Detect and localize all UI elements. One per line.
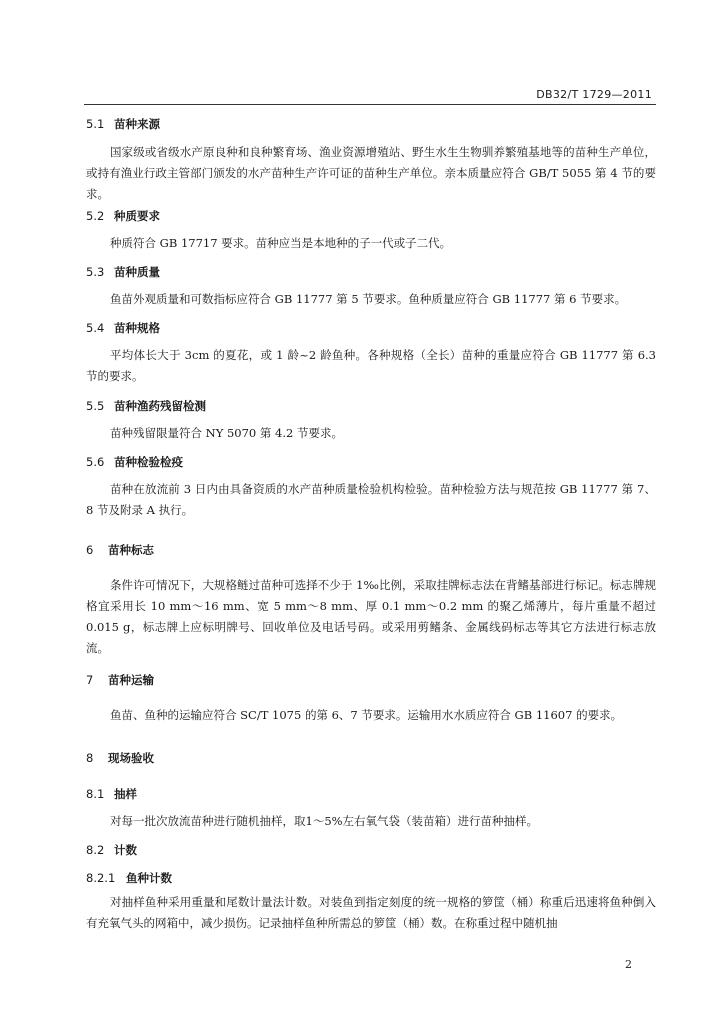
section-paragraph: 种质符合 GB 17717 要求。苗种应当是本地种的子一代或子二代。 <box>110 236 452 250</box>
page-number: 2 <box>625 958 632 971</box>
section-heading: 5.1 苗种来源 <box>86 117 160 131</box>
section-paragraph: 对每一批次放流苗种进行随机抽样，取1～5%左右氧气袋（装苗箱）进行苗种抽样。 <box>110 814 539 828</box>
section-heading: 8 现场验收 <box>86 751 154 765</box>
section-heading: 8.2 计数 <box>86 843 137 857</box>
section-8 <box>86 750 656 766</box>
section-paragraph: 国家级或省级水产原良种和良种繁育场、渔业资源增殖站、野生水生生物驯养繁殖基地等的苗种生产单位，或持有渔业行政主管部门颁发的水产苗种生产许可证的苗种生产单位。亲本质量应符合 GB/T 5055 第 4 节的要求。 <box>86 145 656 201</box>
section-paragraph: 鱼苗、鱼种的运输应符合 SC/T 1075 的第 6、7 节要求。运输用水水质应符合 GB 11607 的要求。 <box>110 708 623 722</box>
section-8-1 <box>86 786 656 832</box>
section-5-3 <box>86 264 656 310</box>
section-heading: 8.2.1 鱼种计数 <box>86 871 172 885</box>
section-5-5 <box>86 398 656 444</box>
section-paragraph: 苗种残留限量符合 NY 5070 第 4.2 节要求。 <box>110 426 343 440</box>
section-5-4 <box>86 320 656 387</box>
section-heading: 5.2 种质要求 <box>86 209 160 223</box>
section-7 <box>86 672 656 726</box>
section-5-2 <box>86 208 656 254</box>
section-paragraph: 鱼苗外观质量和可数指标应符合 GB 11777 第 5 节要求。鱼种质量应符合 GB 11777 第 6 节要求。 <box>110 292 627 306</box>
header-rule <box>84 104 656 105</box>
section-6 <box>86 542 656 659</box>
section-heading: 8.1 抽样 <box>86 787 137 801</box>
section-paragraph: 条件许可情况下，大规格鲢过苗种可选择不少于 1‰比例，采取挂牌标志法在背鳍基部进行标记。标志牌规格宜采用长 10 mm～16 mm、宽 5 mm～8 mm、厚 0.1 mm～0.2 mm 的聚乙烯薄片，每片重量不超过 0.015 g，标志牌上应标明牌号、回收单位及电话号码。或采用剪鳍条、金属线码标志等其它方法进行标志放流。 <box>86 578 656 655</box>
section-heading: 6 苗种标志 <box>86 543 154 557</box>
section-heading: 7 苗种运输 <box>86 673 154 687</box>
section-paragraph: 对抽样鱼种采用重量和尾数计量法计数。对装鱼到指定刻度的统一规格的箩筐（桶）称重后迅速将鱼种倒入有充氧气头的网箱中，减少损伤。记录抽样鱼种所需总的箩筐（桶）数。在称重过程中随机抽 <box>86 895 656 930</box>
section-paragraph: 苗种在放流前 3 日内由具备资质的水产苗种质量检验机构检验。苗种检验方法与规范按 GB 11777 第 7、8 节及附录 A 执行。 <box>86 482 656 517</box>
section-heading: 5.6 苗种检验检疫 <box>86 455 183 469</box>
section-5-1 <box>86 116 656 205</box>
document-code: DB32/T 1729—2011 <box>536 88 652 101</box>
section-heading: 5.3 苗种质量 <box>86 265 160 279</box>
section-8-2-1 <box>86 870 656 934</box>
section-5-6 <box>86 454 656 521</box>
section-8-2 <box>86 842 656 858</box>
section-heading: 5.5 苗种渔药残留检测 <box>86 399 206 413</box>
section-heading: 5.4 苗种规格 <box>86 321 160 335</box>
section-paragraph: 平均体长大于 3cm 的夏花，或 1 龄~2 龄鱼种。各种规格（全长）苗种的重量应符合 GB 11777 第 6.3 节的要求。 <box>86 348 656 383</box>
